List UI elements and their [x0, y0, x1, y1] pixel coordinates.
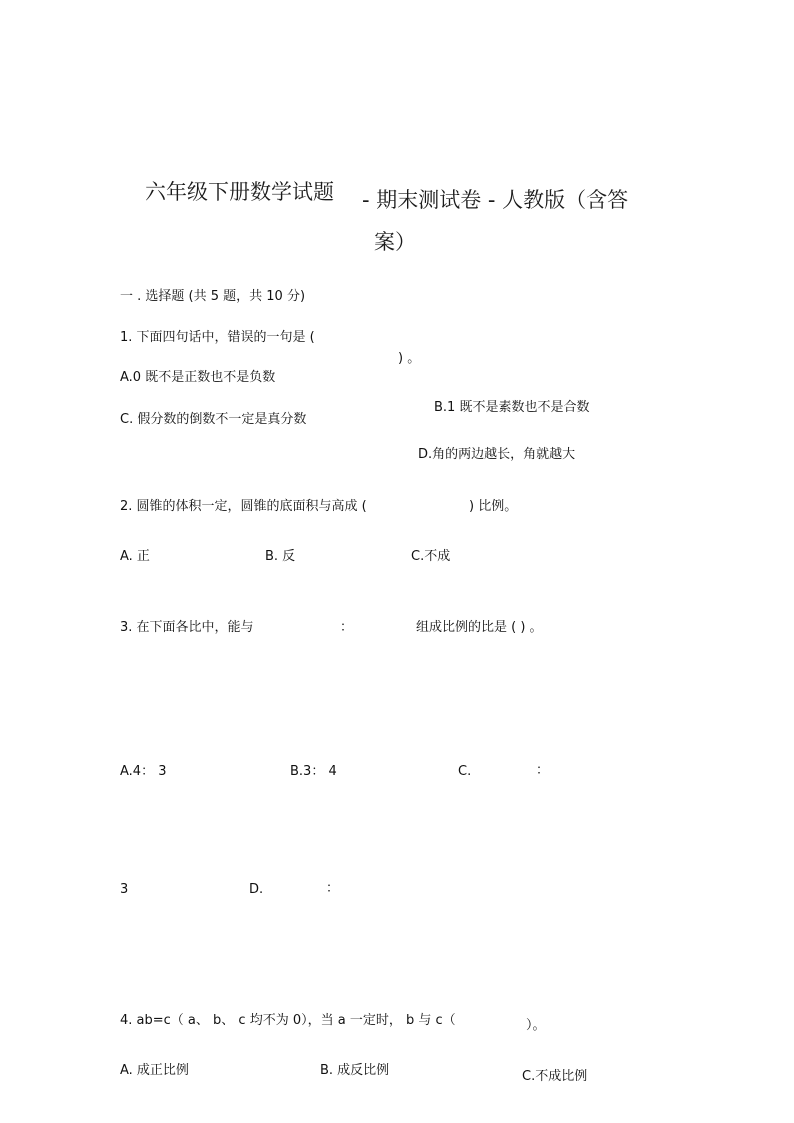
- q1-option-d: D.角的两边越长，角就越大: [418, 447, 576, 462]
- q4-option-c: C.不成比例: [522, 1069, 588, 1084]
- section-heading: 一 . 选择题 (共 5 题，共 10 分): [120, 289, 306, 304]
- q3-stem: 3. 在下面各比中，能与: [120, 620, 254, 635]
- q1-stem-close: ) 。: [398, 351, 421, 366]
- q1-option-c: C. 假分数的倒数不一定是真分数: [120, 412, 307, 427]
- q2-option-c: C.不成: [411, 549, 451, 564]
- q4-option-b: B. 成反比例: [320, 1063, 390, 1078]
- title-part-3: 案）: [374, 230, 416, 254]
- q3-stem-colon: ：: [340, 620, 354, 635]
- q3-option-c-colon: ：: [536, 763, 550, 778]
- q1-stem: 1. 下面四句话中，错误的一句是 (: [120, 330, 315, 345]
- q2-stem: 2. 圆锥的体积一定，圆锥的底面积与高成 (: [120, 499, 367, 514]
- q4-option-a: A. 成正比例: [120, 1063, 189, 1078]
- q4-stem-close: ）。: [526, 1018, 546, 1033]
- q3-option-c-cont: 3: [120, 882, 129, 897]
- q3-stem-close: 组成比例的比是 ( ) 。: [416, 620, 543, 635]
- q3-option-d: D.: [249, 882, 264, 897]
- title-part-1: 六年级下册数学试题: [145, 180, 334, 204]
- q1-option-a: A.0 既不是正数也不是负数: [120, 370, 276, 385]
- q3-option-c: C.: [458, 764, 472, 779]
- q4-stem: 4. ab=c（ a、 b、 c 均不为 0），当 a 一定时， b 与 c（: [120, 1013, 456, 1028]
- q2-stem-close: ) 比例。: [469, 499, 518, 514]
- q3-option-b: B.3： 4: [290, 764, 337, 779]
- q2-option-b: B. 反: [265, 549, 296, 564]
- q1-option-b: B.1 既不是素数也不是合数: [434, 400, 590, 415]
- q3-option-a: A.4： 3: [120, 764, 167, 779]
- title-part-2: - 期末测试卷 - 人教版（含答: [362, 188, 629, 212]
- q3-option-d-colon: ：: [326, 881, 340, 896]
- q2-option-a: A. 正: [120, 549, 150, 564]
